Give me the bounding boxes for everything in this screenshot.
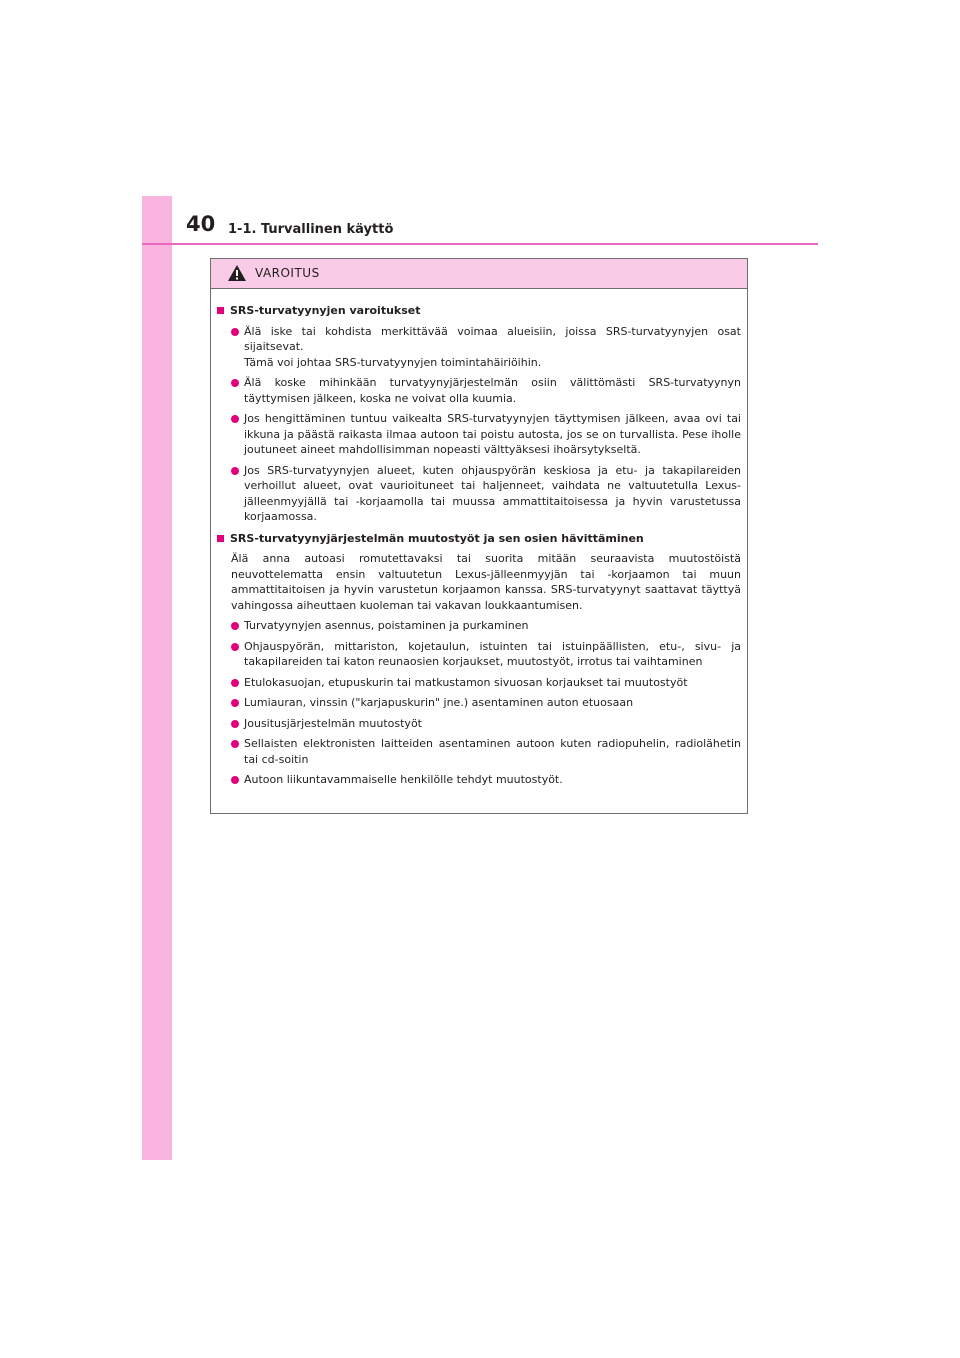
list-item bbox=[231, 639, 741, 670]
round-bullet-icon bbox=[231, 328, 239, 336]
round-bullet-icon bbox=[231, 467, 239, 475]
list-item bbox=[231, 324, 741, 371]
page-sidebar-tab bbox=[142, 196, 172, 1160]
subheading-srs-modifications bbox=[217, 531, 741, 547]
list-item bbox=[231, 463, 741, 525]
subheading-srs-warnings bbox=[217, 303, 741, 319]
list-item-note: Tämä voi johtaa SRS-turvatyynyjen toimintahäiriöihin. bbox=[244, 355, 542, 369]
warning-header bbox=[211, 259, 747, 289]
round-bullet-icon bbox=[231, 776, 239, 784]
square-bullet-icon bbox=[217, 535, 224, 542]
list-item bbox=[231, 411, 741, 458]
list-item-text: Jos hengittäminen tuntuu vaikealta SRS-turvatyynyjen täyttymisen jälkeen, avaa ovi tai ikkuna ja päästä raikasta ilmaa autoon tai poistu autosta, jos se on turvallista. Pese iholle joutuneet aineet mahdollisimman nopeasti välttyäksesi ihoärsytykseltä. bbox=[244, 412, 741, 456]
subheading-text: SRS-turvatyynyjen varoitukset bbox=[230, 304, 421, 317]
round-bullet-icon bbox=[231, 622, 239, 630]
list-item-text: Jousitusjärjestelmän muutostyöt bbox=[244, 716, 422, 730]
subheading-text: SRS-turvatyynyjärjestelmän muutostyöt ja sen osien hävittäminen bbox=[230, 531, 644, 545]
warning-body bbox=[211, 289, 747, 788]
round-bullet-icon bbox=[231, 740, 239, 748]
list-item bbox=[231, 716, 741, 732]
list-item-text: Etulokasuojan, etupuskurin tai matkustamon sivuosan korjaukset tai muutostyöt bbox=[244, 675, 688, 689]
list-item-text: Lumiauran, vinssin ("karjapuskurin" jne.) asentaminen auton etuosaan bbox=[244, 696, 634, 709]
list-item-text: Turvatyynyjen asennus, poistaminen ja purkaminen bbox=[244, 619, 529, 632]
list-item-text: Älä koske mihinkään turvatyynyjärjestelmän osiin välittömästi SRS-turvatyynyn täyttymisen jälkeen, koska ne voivat olla kuumia. bbox=[244, 376, 741, 405]
list-item bbox=[231, 375, 741, 406]
list-item-text: Jos SRS-turvatyynyjen alueet, kuten ohjauspyörän keskiosa ja etu- ja takapilareiden verhoillut alueet, ovat vaurioituneet tai haljenneet, vaihdata ne valtuutetulla Lexus-jälleenmyyjällä tai -korjaamolla tai muussa ammattitaitoisessa ja hyvin varustetussa korjaamossa. bbox=[244, 463, 741, 523]
header-divider bbox=[142, 243, 818, 245]
round-bullet-icon bbox=[231, 415, 239, 423]
list-item bbox=[231, 618, 741, 634]
page-number: 40 bbox=[186, 212, 216, 236]
round-bullet-icon bbox=[231, 379, 239, 387]
warning-triangle-icon bbox=[227, 264, 247, 282]
list-item-text: Ohjauspyörän, mittariston, kojetaulun, istuinten tai istuinpäällisten, etu-, sivu- ja takapilareiden tai katon reunaosien korjaukset, muutostyöt, irrotus tai vaihtaminen bbox=[244, 639, 741, 668]
round-bullet-icon bbox=[231, 643, 239, 651]
list-item-text: Sellaisten elektronisten laitteiden asentaminen autoon kuten radiopuhelin, radiolähetin tai cd-soitin bbox=[244, 737, 741, 766]
list-item-text: Älä iske tai kohdista merkittävää voimaa alueisiin, joissa SRS-turvatyynyjen osat sijaitsevat. bbox=[244, 324, 741, 353]
intro-paragraph: Älä anna autoasi romutettavaksi tai suorita mitään seuraavista muutostöistä neuvottelematta ensin valtuutetun Lexus-jälleenmyyjän tai -korjaamon tai muun ammattitaitoisen ja hyvin varustetun korjaamon kanssa. SRS-turvatyynyt saattavat täyttyä vahingossa aiheuttaen kuoleman tai vakavan loukkaantumisen. bbox=[231, 552, 741, 612]
list-item bbox=[231, 695, 741, 711]
round-bullet-icon bbox=[231, 679, 239, 687]
square-bullet-icon bbox=[217, 307, 224, 314]
list-item bbox=[231, 772, 741, 788]
warning-title: VAROITUS bbox=[255, 266, 320, 280]
list-item-text: Autoon liikuntavammaiselle henkilölle tehdyt muutostyöt. bbox=[244, 773, 563, 786]
round-bullet-icon bbox=[231, 699, 239, 707]
list-item bbox=[231, 675, 741, 691]
round-bullet-icon bbox=[231, 720, 239, 728]
section-title: 1-1. Turvallinen käyttö bbox=[228, 222, 394, 237]
warning-box bbox=[210, 258, 748, 814]
list-item bbox=[231, 736, 741, 767]
